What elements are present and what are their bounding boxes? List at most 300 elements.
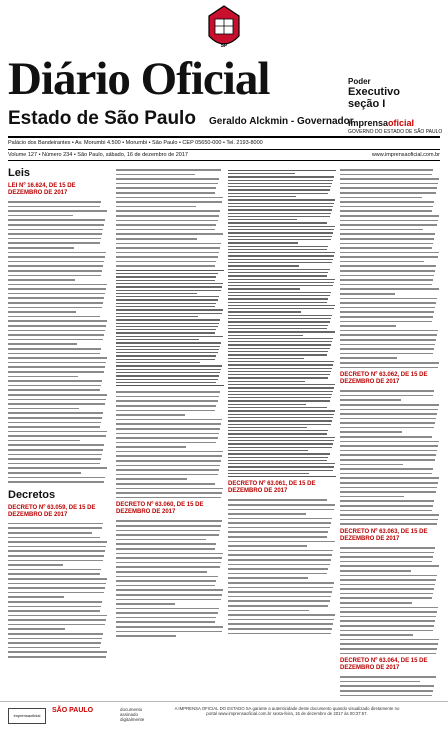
text-line: [340, 611, 437, 613]
text-line: [228, 417, 333, 418]
text-line: [228, 374, 330, 375]
footer-logo-imprensa: imprensaoficial: [8, 708, 46, 724]
text-line: [228, 364, 333, 365]
text-line: [116, 332, 215, 333]
text-line: [228, 387, 334, 388]
text-line: [8, 201, 101, 203]
text-line: [116, 612, 218, 614]
text-line: [8, 454, 102, 456]
text-line: [116, 557, 222, 559]
text-line: [8, 606, 101, 608]
text-line: [228, 473, 309, 474]
text-line: [340, 344, 435, 346]
text-line: [228, 173, 295, 174]
website-link[interactable]: www.imprensaoficial.com.br: [371, 152, 440, 158]
text-line: [340, 210, 432, 212]
text-line: [116, 525, 221, 527]
text-line: [340, 206, 433, 208]
text-line: [340, 215, 439, 217]
text-line: [8, 555, 104, 557]
text-line: [116, 469, 219, 471]
text-line: [228, 341, 332, 342]
text-line: [8, 288, 106, 290]
text-line: [116, 585, 215, 587]
text-line: [116, 342, 221, 343]
text-line: [228, 610, 309, 612]
text-line: [228, 318, 331, 319]
text-line: [8, 573, 100, 575]
text-line: [340, 588, 434, 590]
text-line: [340, 307, 435, 309]
text-line: [228, 282, 334, 283]
text-line: [8, 325, 106, 327]
text-line: [228, 536, 327, 538]
text-line: [340, 311, 434, 313]
text-line: [116, 446, 186, 448]
text-line: [340, 288, 439, 290]
text-line: [228, 236, 332, 237]
text-line: [116, 183, 218, 185]
text-line: [228, 614, 335, 616]
text-line: [116, 329, 216, 330]
text-line: [228, 229, 334, 230]
text-line: [340, 362, 439, 364]
text-line: [340, 243, 433, 245]
authenticity-notice: A IMPRENSA OFICIAL DO ESTADO SA garante a autenticidade deste documento quando visualizado diretamente no portal www.imprensaoficial.com.br sexta-feira, 15 de dezembro de 2017 às 00:37:57.: [174, 706, 400, 716]
text-line: [8, 316, 100, 318]
text-line: [228, 193, 328, 194]
text-line: [228, 605, 328, 607]
text-line: [8, 647, 100, 649]
text-line: [228, 186, 331, 187]
issue-volume: Volume 127 • Número 234 • São Paulo, sábado, 16 de dezembro de 2017: [8, 152, 188, 158]
text-line: [116, 265, 215, 267]
column-2: [116, 167, 224, 698]
text-line: [340, 690, 433, 692]
text-line: [116, 483, 215, 485]
address-line: Palácio dos Bandeirantes • Av. Morumbi 4.500 • Morumbi • São Paulo • CEP 05650-000 • Tel. 2193-8000: [8, 140, 263, 146]
text-line: [8, 376, 78, 378]
text-line: [228, 453, 330, 454]
text-line: [116, 391, 220, 393]
text-line: [116, 247, 220, 249]
text-line: [340, 519, 438, 521]
text-line: [340, 279, 433, 281]
divider: [8, 149, 440, 150]
text-line: [228, 252, 335, 253]
text-line: [116, 451, 223, 453]
text-line: [8, 219, 105, 221]
text-line: [8, 353, 100, 355]
text-line: [228, 249, 327, 250]
text-line: [228, 463, 335, 464]
text-line: [340, 681, 420, 683]
text-line: [340, 579, 436, 581]
text-line: [340, 413, 437, 415]
governor-name: Geraldo Alckmin - Governador: [209, 116, 354, 127]
text-line: [8, 293, 105, 295]
text-line: [116, 313, 222, 314]
text-line: [116, 396, 219, 398]
text-line: [8, 444, 104, 446]
text-line: [340, 620, 435, 622]
text-line: [228, 361, 334, 362]
text-line: [8, 348, 101, 350]
divider: [8, 136, 440, 138]
text-line: [116, 169, 221, 171]
text-line: [228, 219, 297, 220]
text-line: [340, 247, 432, 249]
text-line: [340, 459, 435, 461]
text-line: [116, 339, 199, 340]
text-line: [8, 596, 64, 598]
text-line: [228, 628, 332, 630]
text-line: [8, 417, 102, 419]
divider: [8, 160, 440, 161]
text-line: [8, 638, 102, 640]
text-line: [116, 562, 221, 564]
text-line: [116, 336, 223, 337]
text-line: [116, 273, 218, 274]
text-line: [228, 522, 331, 524]
text-line: [116, 520, 222, 522]
text-line: [8, 569, 101, 571]
text-line: [340, 220, 438, 222]
text-line: [228, 279, 335, 280]
text-line: [8, 472, 81, 474]
text-line: [340, 339, 436, 341]
text-line: [116, 174, 195, 176]
text-line: [116, 296, 219, 297]
text-line: [228, 315, 332, 316]
text-line: [116, 220, 218, 222]
text-line: [116, 594, 222, 596]
text-line: [8, 592, 104, 594]
text-line: [340, 367, 438, 369]
text-line: [340, 409, 438, 411]
text-line: [340, 547, 435, 549]
text-line: [340, 229, 423, 231]
text-line: [116, 286, 222, 287]
text-line: [116, 238, 197, 240]
text-line: [228, 424, 331, 425]
text-line: [116, 548, 215, 550]
text-line: [228, 407, 327, 408]
text-line: [340, 252, 439, 254]
text-line: [8, 633, 103, 635]
text-line: [116, 571, 207, 573]
decree-heading: DECRETO Nº 63.062, DE 15 DE DEZEMBRO DE 2017: [340, 372, 428, 386]
text-line: [8, 546, 106, 548]
text-line: [340, 602, 412, 604]
text-line: [116, 455, 222, 457]
text-line: [116, 566, 220, 568]
text-line: [228, 499, 327, 501]
column-1: [8, 167, 108, 698]
text-line: [340, 353, 433, 355]
text-line: [340, 491, 436, 493]
text-line: [116, 261, 216, 263]
text-line: [340, 477, 439, 479]
text-line: [228, 206, 333, 207]
text-line: [340, 404, 439, 406]
text-line: [116, 319, 220, 320]
text-line: [116, 539, 206, 541]
text-line: [116, 423, 221, 425]
text-line: [116, 497, 221, 499]
text-line: [8, 284, 107, 286]
text-line: [116, 243, 221, 245]
text-line: [116, 589, 223, 591]
text-line: [228, 335, 303, 336]
text-line: [228, 325, 328, 326]
text-line: [340, 510, 432, 512]
text-line: [228, 440, 334, 441]
text-line: [116, 359, 215, 360]
text-line: [116, 369, 221, 370]
text-line: [116, 576, 218, 578]
text-line: [228, 216, 330, 217]
text-line: [228, 222, 327, 223]
decree-heading: DECRETO Nº 63.063, DE 15 DE DEZEMBRO DE 2017: [340, 528, 428, 542]
text-line: [8, 270, 102, 272]
text-line: [340, 514, 439, 516]
text-line: [340, 482, 438, 484]
text-line: [8, 334, 104, 336]
text-line: [228, 633, 331, 635]
text-line: [228, 288, 300, 289]
text-line: [340, 676, 436, 678]
executivo-label: Executivo: [348, 86, 400, 98]
text-line: [8, 422, 101, 424]
text-line: [8, 458, 101, 460]
text-line: [116, 290, 221, 291]
column-3: [228, 167, 336, 698]
text-line: [228, 619, 334, 621]
section-leis: Leis: [8, 167, 31, 179]
text-line: [228, 255, 334, 256]
text-line: [116, 349, 219, 350]
text-line: [340, 192, 436, 194]
text-line: [116, 599, 221, 601]
text-line: [228, 596, 331, 598]
text-line: [116, 428, 220, 430]
text-line: [228, 242, 298, 243]
text-line: [228, 354, 327, 355]
text-line: [228, 285, 333, 286]
text-line: [228, 404, 306, 405]
text-line: [340, 648, 437, 650]
text-line: [116, 323, 219, 324]
text-line: [228, 400, 330, 401]
column-4: [340, 167, 440, 698]
text-line: [228, 226, 335, 227]
text-line: [340, 275, 434, 277]
text-line: [340, 552, 434, 554]
text-line: [116, 362, 200, 363]
text-line: [228, 302, 327, 303]
text-line: [8, 343, 77, 345]
text-line: [228, 275, 327, 276]
text-line: [228, 591, 332, 593]
text-line: [116, 419, 222, 421]
text-line: [8, 583, 106, 585]
text-line: [8, 320, 107, 322]
text-line: [116, 437, 218, 439]
text-line: [228, 545, 307, 547]
text-line: [340, 464, 403, 466]
text-line: [228, 344, 331, 345]
text-line: [340, 427, 434, 429]
text-line: [116, 233, 223, 235]
text-line: [228, 305, 335, 306]
text-line: [8, 532, 92, 534]
text-line: [116, 365, 222, 366]
text-line: [8, 371, 104, 373]
text-line: [340, 357, 397, 359]
text-line: [116, 299, 218, 300]
text-line: [8, 252, 106, 254]
text-line: [116, 553, 223, 555]
text-line: [116, 375, 219, 376]
text-line: [228, 368, 332, 369]
text-line: [8, 256, 105, 258]
text-line: [228, 199, 335, 200]
text-line: [340, 561, 432, 563]
text-line: [116, 382, 216, 383]
text-line: [340, 265, 436, 267]
text-line: [116, 478, 187, 480]
text-line: [8, 215, 73, 217]
text-line: [228, 358, 304, 359]
text-line: [228, 568, 328, 570]
text-line: [8, 481, 104, 483]
text-line: [228, 582, 334, 584]
text-line: [228, 410, 335, 411]
text-line: [116, 197, 223, 199]
text-line: [8, 523, 103, 525]
text-line: [228, 377, 328, 378]
text-line: [340, 639, 439, 641]
text-line: [340, 399, 401, 401]
text-line: [8, 431, 107, 433]
text-line: [228, 331, 335, 332]
text-line: [340, 431, 402, 433]
text-line: [228, 265, 299, 266]
text-line: [340, 575, 437, 577]
text-line: [340, 224, 437, 226]
text-line: [228, 554, 332, 556]
text-line: [340, 174, 432, 176]
text-line: [116, 326, 218, 327]
text-line: [228, 180, 333, 181]
text-line: [340, 496, 404, 498]
text-line: [116, 224, 216, 226]
text-line: [116, 400, 218, 402]
text-line: [228, 466, 334, 467]
text-line: [340, 330, 438, 332]
decree-heading: DECRETO Nº 63.061, DE 15 DE DEZEMBRO DE 2017: [228, 481, 316, 495]
text-line: [8, 440, 80, 442]
text-line: [228, 298, 328, 299]
text-line: [228, 573, 327, 575]
text-line: [8, 656, 106, 658]
law-heading: LEI Nº 16.624, DE 15 DE DEZEMBRO DE 2017: [8, 183, 76, 196]
text-line: [340, 321, 432, 323]
text-line: [340, 643, 438, 645]
text-line: [340, 565, 439, 567]
text-line: [228, 513, 306, 515]
text-line: [228, 189, 330, 190]
text-line: [8, 394, 107, 396]
text-line: [116, 206, 196, 208]
text-line: [340, 685, 434, 687]
text-line: [228, 414, 334, 415]
text-line: [8, 550, 105, 552]
text-line: [228, 176, 334, 177]
text-line: [228, 351, 328, 352]
state-coat-of-arms-icon: [203, 2, 245, 54]
text-line: [116, 534, 219, 536]
text-line: [340, 284, 432, 286]
text-line: [8, 615, 107, 617]
text-line: [228, 433, 327, 434]
text-line: [8, 242, 100, 244]
text-line: [116, 303, 216, 304]
text-line: [228, 541, 335, 543]
text-line: [8, 628, 65, 630]
text-line: [116, 215, 219, 217]
text-line: [116, 210, 220, 212]
issue-meta: [8, 152, 440, 158]
text-line: [228, 550, 333, 552]
text-line: [340, 436, 432, 438]
text-line: [228, 328, 327, 329]
text-line: [340, 261, 424, 263]
power-label: [348, 77, 400, 110]
text-line: [8, 412, 103, 414]
text-line: [8, 307, 102, 309]
text-line: [8, 389, 100, 391]
text-line: [340, 422, 435, 424]
footer-logo-certified: documento assinado digitalmente: [120, 707, 145, 722]
text-line: [228, 246, 328, 247]
text-line: [340, 584, 435, 586]
text-line: [8, 311, 76, 313]
text-line: [340, 630, 433, 632]
text-line: [340, 450, 437, 452]
text-line: [116, 580, 216, 582]
text-line: [116, 608, 219, 610]
text-line: [228, 292, 331, 293]
text-line: [8, 297, 104, 299]
text-line: [228, 623, 333, 625]
text-line: [340, 238, 434, 240]
text-line: [116, 355, 216, 356]
text-line: [8, 610, 100, 612]
text-line: [228, 311, 301, 312]
text-line: [116, 201, 222, 203]
text-line: [228, 295, 330, 296]
text-line: [116, 492, 222, 494]
text-line: [228, 196, 296, 197]
text-line: [8, 587, 105, 589]
text-line: [340, 441, 439, 443]
text-line: [8, 403, 105, 405]
text-line: [340, 634, 413, 636]
text-line: [228, 308, 334, 309]
text-line: [228, 518, 332, 520]
